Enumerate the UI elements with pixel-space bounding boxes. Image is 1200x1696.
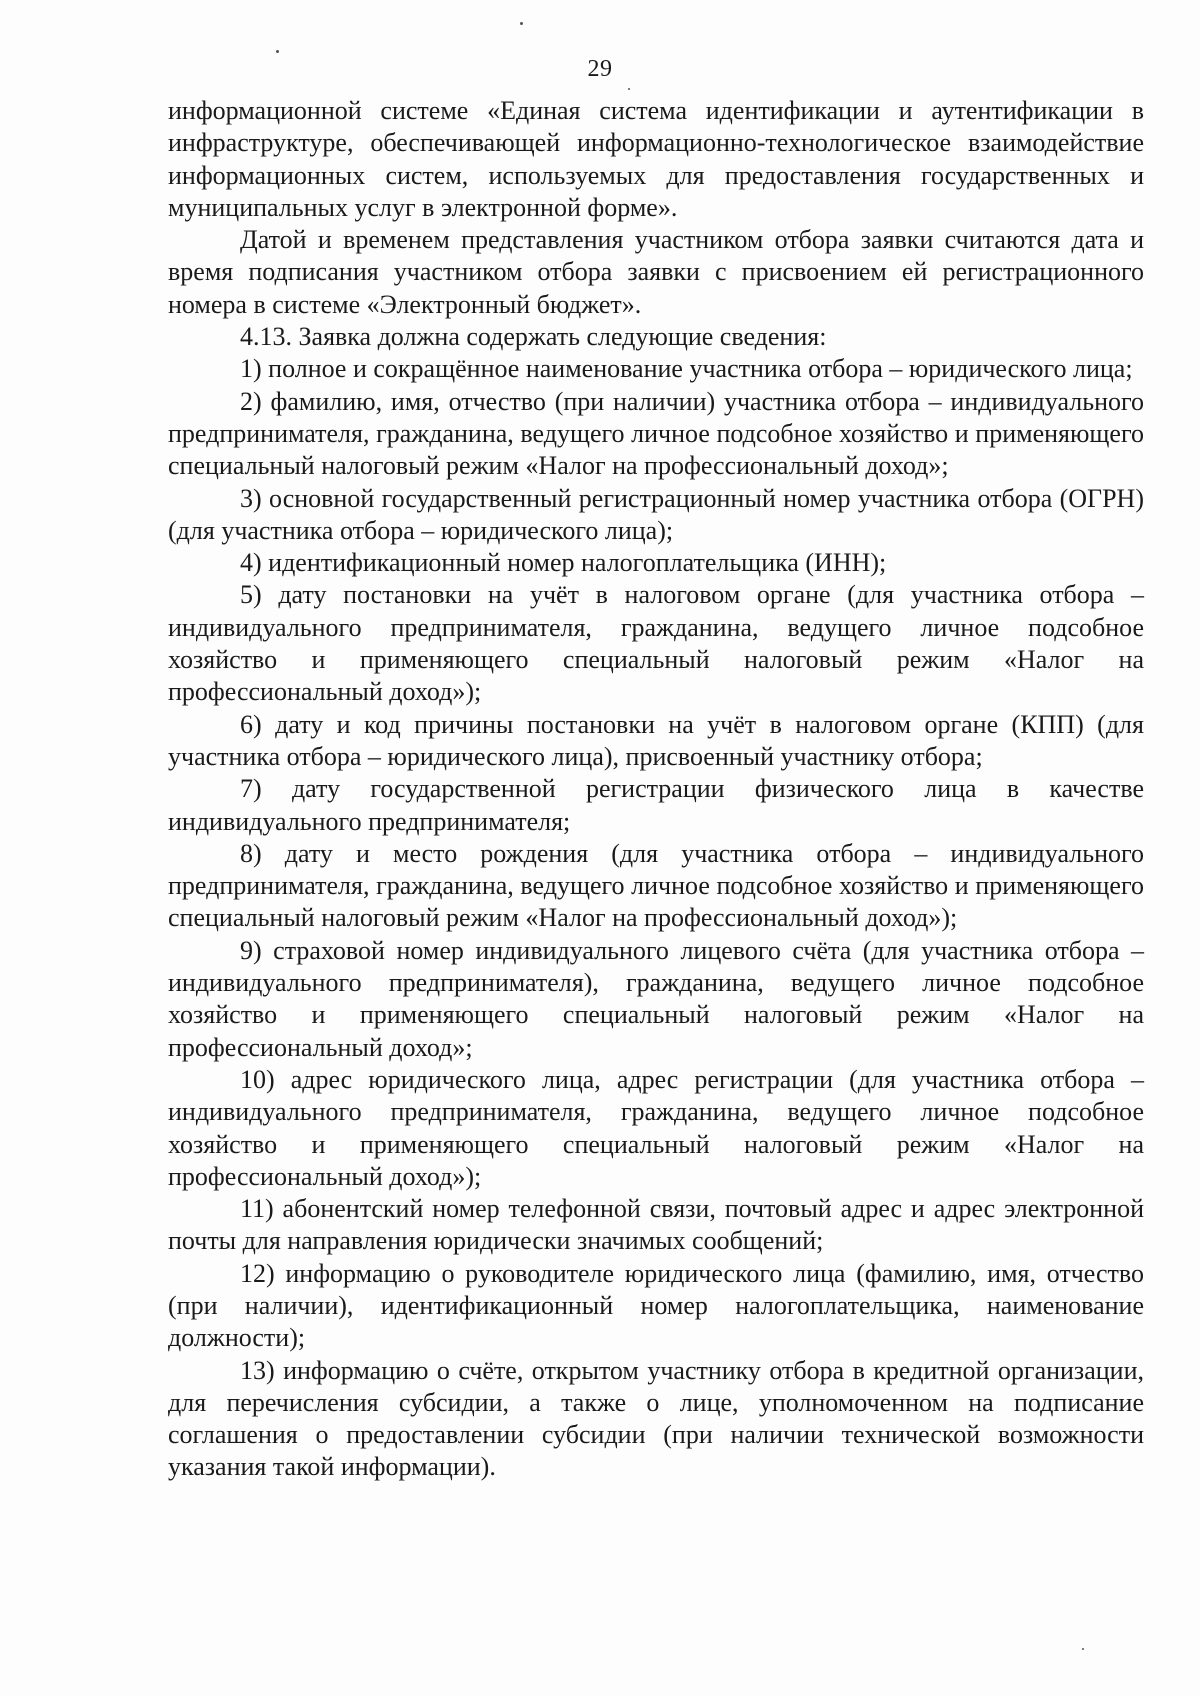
list-item: 13) информацию о счёте, открытом участнику отбора в кредитной организации, для перечисления субсидии, а также о лице, уполномоченном на подписание соглашения о предоставлении субсидии (при наличии технической возможности указания такой информации). <box>168 1355 1144 1482</box>
document-body <box>168 95 1144 1484</box>
section-heading: 4.13. Заявка должна содержать следующие сведения: <box>240 322 827 352</box>
paragraph: Датой и временем представления участником отбора заявки считаются дата и время подписания участником отбора заявки с присвоением ей регистрационного номера в системе «Электронный бюджет». <box>168 225 1144 319</box>
list-item: 10) адрес юридического лица, адрес регистрации (для участника отбора – индивидуального предпринимателя, гражданина, ведущего личное подсобное хозяйство и применяющего специальный налоговый режим «Налог на профессиональный доход»); <box>168 1064 1144 1191</box>
list-item: 4) идентификационный номер налогоплательщика (ИНН); <box>240 548 887 578</box>
page-number: 29 <box>587 56 613 82</box>
list-item: 12) информацию о руководителе юридического лица (фамилию, имя, отчество (при наличии), идентификационный номер налогоплательщика, наименование должности); <box>168 1258 1144 1353</box>
scan-speck <box>276 50 279 53</box>
list-item: 7) дату государственной регистрации физического лица в качестве индивидуального предпринимателя; <box>168 774 1144 836</box>
list-item: 2) фамилию, имя, отчество (при наличии) участника отбора – индивидуального предпринимателя, гражданина, ведущего личное подсобное хозяйство и применяющего специальный налоговый режим «Налог на профессиональный доход»; <box>168 386 1144 481</box>
paragraph: информационной системе «Единая система идентификации и аутентификации в инфраструктуре, обеспечивающей информационно-технологическое взаимодействие информационных систем, используемых для предоставления государственных и муниципальных услуг в электронной форме». <box>168 96 1144 222</box>
list-item: 9) страховой номер индивидуального лицевого счёта (для участника отбора – индивидуального предпринимателя), гражданина, ведущего личное подсобное хозяйство и применяющего специальный налоговый режим «Налог на профессиональный доход»; <box>168 935 1144 1062</box>
scan-speck <box>520 22 523 25</box>
list-item: 1) полное и сокращённое наименование участника отбора – юридического лица; <box>240 354 1133 384</box>
list-item: 5) дату постановки на учёт в налоговом органе (для участника отбора – индивидуального предпринимателя, гражданина, ведущего личное подсобное хозяйство и применяющего специальный налоговый режим «Налог на профессиональный доход»); <box>168 580 1144 707</box>
scan-speck <box>628 88 630 90</box>
list-item: 3) основной государственный регистрационный номер участника отбора (ОГРН) (для участника отбора – юридического лица); <box>168 483 1144 545</box>
list-item: 6) дату и код причины постановки на учёт в налоговом органе (КПП) (для участника отбора – юридического лица), присвоенный участнику отбора; <box>168 709 1144 771</box>
list-item: 11) абонентский номер телефонной связи, почтовый адрес и адрес электронной почты для направления юридически значимых сообщений; <box>168 1194 1144 1256</box>
scan-speck <box>1082 1648 1084 1650</box>
list-item: 8) дату и место рождения (для участника отбора – индивидуального предпринимателя, гражданина, ведущего личное подсобное хозяйство и применяющего специальный налоговый режим «Налог на профессиональный доход»); <box>168 838 1144 933</box>
